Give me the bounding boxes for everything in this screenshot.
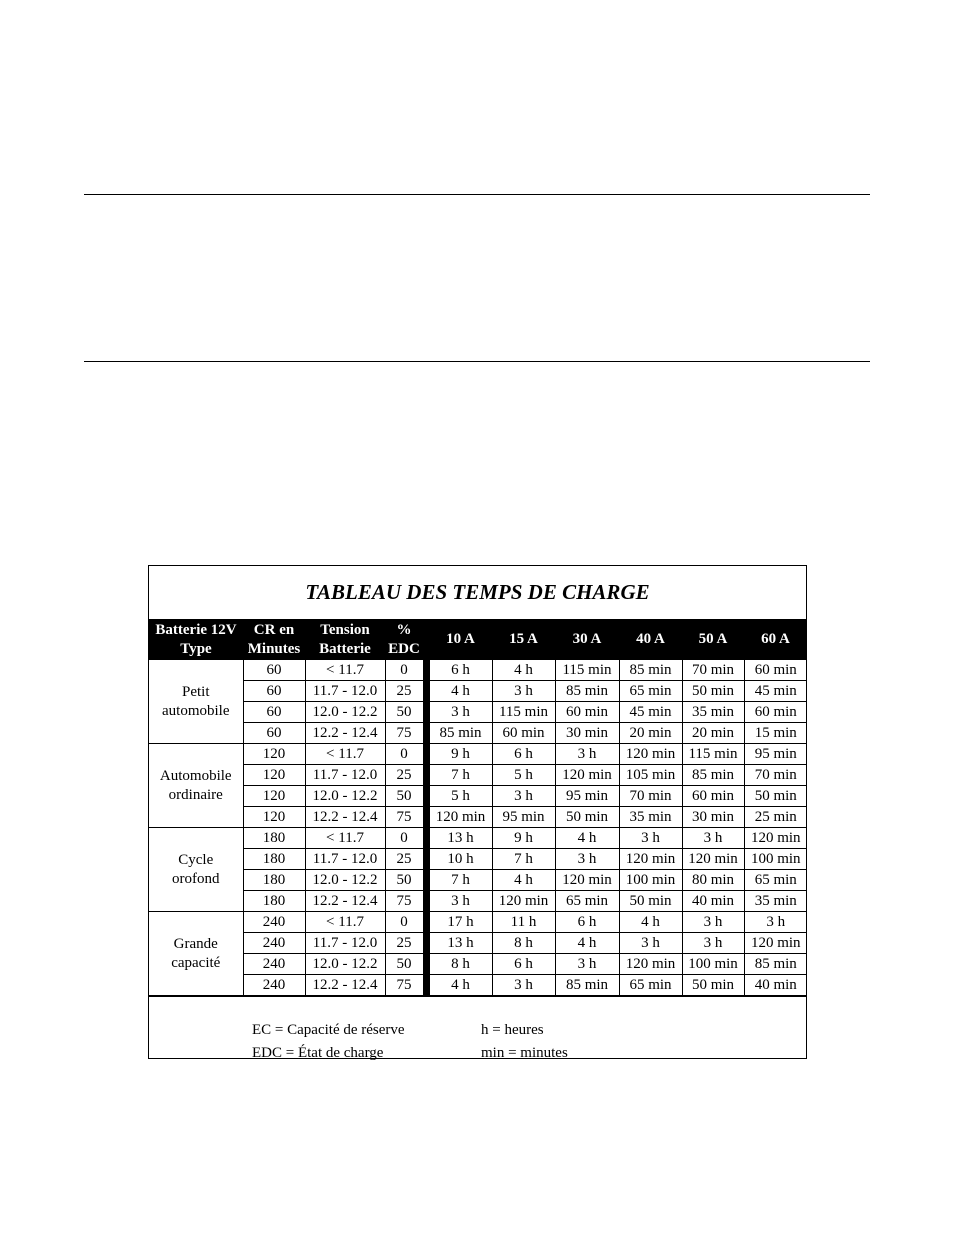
charge-time-cell: 3 h [492, 975, 555, 996]
table-row [149, 975, 807, 996]
charge-time-cell: 115 min [555, 660, 619, 681]
charge-time-cell: 85 min [682, 765, 744, 786]
charge-time-cell: 4 h [619, 912, 682, 933]
table-title: TABLEAU DES TEMPS DE CHARGE [305, 580, 650, 604]
battery-type-cell: Automobile ordinaire [149, 744, 243, 828]
table-row [149, 828, 807, 849]
charge-time-cell: 60 min [744, 702, 807, 723]
charge-time-cell: 4 h [429, 975, 492, 996]
charge-time-cell: 8 h [429, 954, 492, 975]
edc-cell: 50 [385, 786, 423, 807]
header-amp: 60 A [761, 631, 790, 647]
edc-cell: 0 [385, 660, 423, 681]
charge-time-cell: 115 min [492, 702, 555, 723]
tension-cell: 12.0 - 12.2 [305, 870, 385, 891]
charge-time-cell: 40 min [744, 975, 807, 996]
charge-time-cell: 4 h [429, 681, 492, 702]
charge-time-cell: 20 min [619, 723, 682, 744]
header-amp: 50 A [698, 631, 728, 647]
charge-time-cell: 15 min [744, 723, 807, 744]
header-amp: 10 A [446, 631, 475, 647]
charge-time-cell: 7 h [429, 870, 492, 891]
charge-time-table-card [148, 565, 807, 1059]
cr-cell: 180 [243, 870, 305, 891]
cr-cell: 180 [243, 849, 305, 870]
legend-ec: EC = Capacité de réserve [252, 1022, 405, 1038]
tension-cell: 12.2 - 12.4 [305, 891, 385, 912]
charge-time-cell: 70 min [619, 786, 682, 807]
charge-time-cell: 35 min [744, 891, 807, 912]
charge-time-cell: 60 min [744, 660, 807, 681]
legend-units [481, 1019, 568, 1065]
legend [149, 996, 806, 1074]
charge-time-table [149, 619, 807, 996]
edc-cell: 25 [385, 681, 423, 702]
charge-time-cell: 3 h [555, 744, 619, 765]
charge-time-cell: 13 h [429, 828, 492, 849]
tension-cell: < 11.7 [305, 828, 385, 849]
charge-time-cell: 120 min [555, 870, 619, 891]
battery-type-cell: Cycle orofond [149, 828, 243, 912]
battery-type-cell: Grande capacité [149, 912, 243, 996]
table-row [149, 702, 807, 723]
edc-cell: 50 [385, 954, 423, 975]
table-row [149, 933, 807, 954]
edc-cell: 75 [385, 891, 423, 912]
charge-time-cell: 65 min [744, 870, 807, 891]
charge-time-cell: 6 h [429, 660, 492, 681]
charge-time-cell: 85 min [744, 954, 807, 975]
tension-cell: 12.2 - 12.4 [305, 975, 385, 996]
table-body [149, 660, 807, 996]
charge-time-cell: 10 h [429, 849, 492, 870]
charge-time-cell: 11 h [492, 912, 555, 933]
charge-time-cell: 65 min [619, 975, 682, 996]
charge-time-cell: 3 h [682, 828, 744, 849]
cr-cell: 60 [243, 681, 305, 702]
header-edc: % EDC [388, 621, 420, 657]
charge-time-cell: 85 min [429, 723, 492, 744]
table-row [149, 849, 807, 870]
edc-cell: 50 [385, 870, 423, 891]
table-row [149, 807, 807, 828]
charge-time-cell: 105 min [619, 765, 682, 786]
charge-time-cell: 50 min [744, 786, 807, 807]
charge-time-cell: 60 min [555, 702, 619, 723]
charge-time-cell: 50 min [619, 891, 682, 912]
tension-cell: 11.7 - 12.0 [305, 849, 385, 870]
charge-time-cell: 3 h [555, 849, 619, 870]
cr-cell: 120 [243, 807, 305, 828]
charge-time-cell: 4 h [555, 828, 619, 849]
table-row [149, 723, 807, 744]
charge-time-cell: 4 h [492, 660, 555, 681]
edc-cell: 0 [385, 828, 423, 849]
charge-time-cell: 35 min [682, 702, 744, 723]
charge-time-cell: 85 min [555, 975, 619, 996]
charge-time-cell: 25 min [744, 807, 807, 828]
charge-time-cell: 70 min [682, 660, 744, 681]
charge-time-cell: 50 min [682, 975, 744, 996]
table-row [149, 954, 807, 975]
cr-cell: 240 [243, 933, 305, 954]
charge-time-cell: 120 min [619, 954, 682, 975]
charge-time-cell: 17 h [429, 912, 492, 933]
tension-cell: 11.7 - 12.0 [305, 681, 385, 702]
charge-time-cell: 95 min [492, 807, 555, 828]
charge-time-cell: 80 min [682, 870, 744, 891]
charge-time-cell: 4 h [492, 870, 555, 891]
table-row [149, 744, 807, 765]
legend-abbreviations [252, 1019, 405, 1065]
table-row [149, 765, 807, 786]
edc-cell: 25 [385, 765, 423, 786]
tension-cell: 12.0 - 12.2 [305, 702, 385, 723]
table-row [149, 681, 807, 702]
cr-cell: 240 [243, 954, 305, 975]
charge-time-cell: 65 min [555, 891, 619, 912]
charge-time-cell: 120 min [492, 891, 555, 912]
header-type: Batterie 12V Type [155, 621, 237, 657]
charge-time-cell: 3 h [429, 702, 492, 723]
cr-cell: 60 [243, 723, 305, 744]
header-cr: CR en Minutes [247, 621, 301, 657]
charge-time-cell: 65 min [619, 681, 682, 702]
tension-cell: 11.7 - 12.0 [305, 933, 385, 954]
charge-time-cell: 120 min [555, 765, 619, 786]
charge-time-cell: 120 min [619, 744, 682, 765]
charge-time-cell: 85 min [555, 681, 619, 702]
cr-cell: 120 [243, 765, 305, 786]
battery-type-cell: Petit automobile [149, 660, 243, 744]
charge-time-cell: 3 h [492, 786, 555, 807]
charge-time-cell: 5 h [429, 786, 492, 807]
charge-time-cell: 3 h [619, 933, 682, 954]
edc-cell: 50 [385, 702, 423, 723]
edc-cell: 75 [385, 807, 423, 828]
edc-cell: 75 [385, 723, 423, 744]
charge-time-cell: 20 min [682, 723, 744, 744]
charge-time-cell: 3 h [619, 828, 682, 849]
charge-time-cell: 9 h [429, 744, 492, 765]
charge-time-cell: 30 min [555, 723, 619, 744]
tension-cell: 12.2 - 12.4 [305, 723, 385, 744]
charge-time-cell: 120 min [744, 828, 807, 849]
cr-cell: 60 [243, 660, 305, 681]
charge-time-cell: 8 h [492, 933, 555, 954]
charge-time-cell: 3 h [429, 891, 492, 912]
charge-time-cell: 30 min [682, 807, 744, 828]
header-amp: 30 A [572, 631, 602, 647]
cr-cell: 240 [243, 912, 305, 933]
charge-time-cell: 3 h [682, 912, 744, 933]
charge-time-cell: 6 h [492, 954, 555, 975]
cr-cell: 240 [243, 975, 305, 996]
charge-time-cell: 40 min [682, 891, 744, 912]
charge-time-cell: 35 min [619, 807, 682, 828]
charge-time-cell: 100 min [619, 870, 682, 891]
charge-time-cell: 3 h [682, 933, 744, 954]
charge-time-cell: 13 h [429, 933, 492, 954]
header-amp: 40 A [636, 631, 665, 647]
cr-cell: 120 [243, 786, 305, 807]
edc-cell: 0 [385, 912, 423, 933]
charge-time-cell: 3 h [555, 954, 619, 975]
table-row [149, 786, 807, 807]
tension-cell: < 11.7 [305, 660, 385, 681]
cr-cell: 180 [243, 891, 305, 912]
table-row [149, 912, 807, 933]
charge-time-cell: 50 min [555, 807, 619, 828]
top-divider [84, 194, 870, 195]
charge-time-cell: 3 h [492, 681, 555, 702]
legend-edc: EDC = État de charge [252, 1045, 384, 1061]
tension-cell: < 11.7 [305, 912, 385, 933]
table-row [149, 660, 807, 681]
tension-cell: < 11.7 [305, 744, 385, 765]
edc-cell: 0 [385, 744, 423, 765]
charge-time-cell: 45 min [744, 681, 807, 702]
tension-cell: 12.0 - 12.2 [305, 954, 385, 975]
charge-time-cell: 7 h [492, 849, 555, 870]
charge-time-cell: 3 h [744, 912, 807, 933]
charge-time-cell: 60 min [682, 786, 744, 807]
charge-time-cell: 70 min [744, 765, 807, 786]
charge-time-cell: 95 min [744, 744, 807, 765]
tension-cell: 12.0 - 12.2 [305, 786, 385, 807]
table-row [149, 891, 807, 912]
edc-cell: 75 [385, 975, 423, 996]
charge-time-cell: 120 min [429, 807, 492, 828]
charge-time-cell: 4 h [555, 933, 619, 954]
charge-time-cell: 6 h [555, 912, 619, 933]
edc-cell: 25 [385, 933, 423, 954]
legend-minutes: min = minutes [481, 1045, 568, 1061]
charge-time-cell: 50 min [682, 681, 744, 702]
charge-time-cell: 85 min [619, 660, 682, 681]
charge-time-cell: 120 min [619, 849, 682, 870]
charge-time-cell: 5 h [492, 765, 555, 786]
charge-time-cell: 120 min [744, 933, 807, 954]
charge-time-cell: 7 h [429, 765, 492, 786]
charge-time-cell: 9 h [492, 828, 555, 849]
header-row [149, 619, 807, 660]
charge-time-cell: 120 min [682, 849, 744, 870]
edc-cell: 25 [385, 849, 423, 870]
header-tension: Tension Batterie [319, 621, 371, 657]
header-amp: 15 A [509, 631, 538, 647]
cr-cell: 180 [243, 828, 305, 849]
table-row [149, 870, 807, 891]
charge-time-cell: 60 min [492, 723, 555, 744]
tension-cell: 12.2 - 12.4 [305, 807, 385, 828]
tension-cell: 11.7 - 12.0 [305, 765, 385, 786]
charge-time-cell: 100 min [744, 849, 807, 870]
cr-cell: 60 [243, 702, 305, 723]
second-divider [84, 361, 870, 362]
charge-time-cell: 6 h [492, 744, 555, 765]
charge-time-cell: 95 min [555, 786, 619, 807]
charge-time-cell: 45 min [619, 702, 682, 723]
legend-hours: h = heures [481, 1022, 544, 1038]
charge-time-cell: 100 min [682, 954, 744, 975]
cr-cell: 120 [243, 744, 305, 765]
charge-time-cell: 115 min [682, 744, 744, 765]
